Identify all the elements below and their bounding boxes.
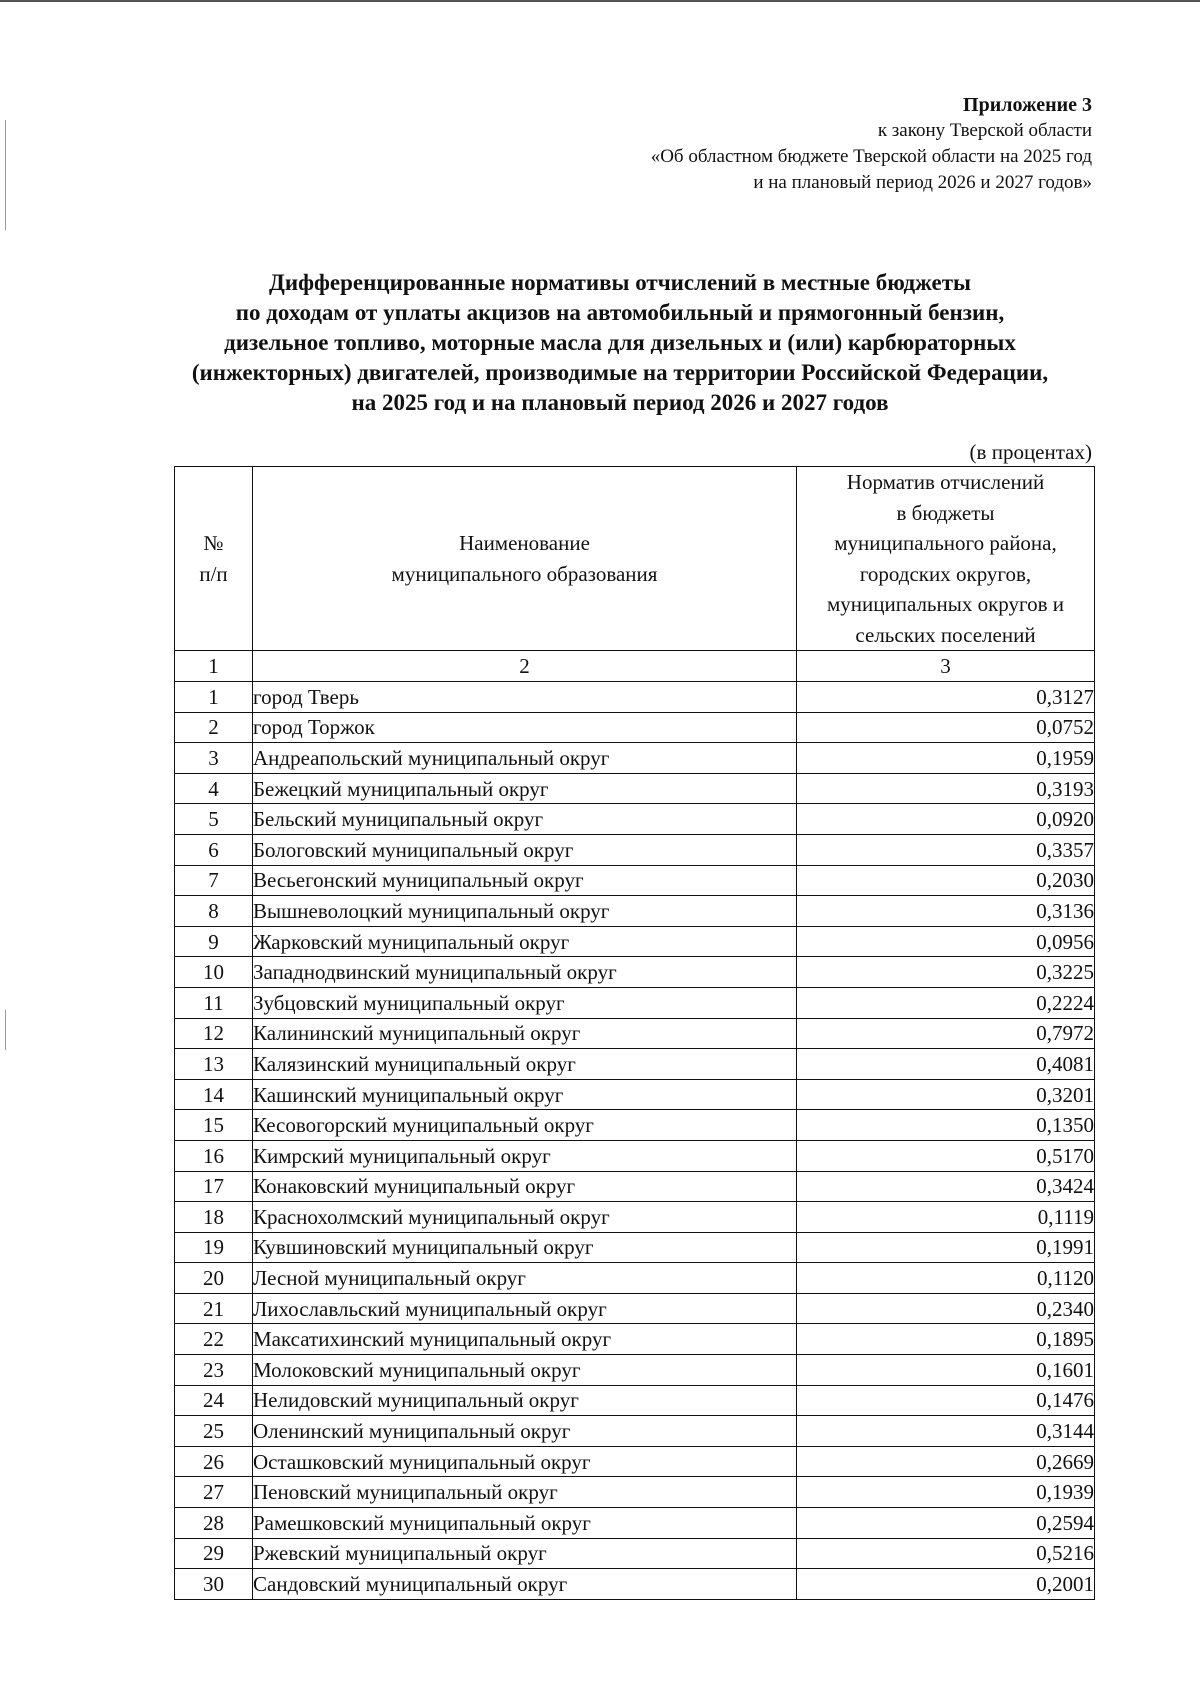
header-line: сельских поселений xyxy=(855,622,1036,647)
row-number: 13 xyxy=(175,1049,253,1080)
norm-value: 0,5216 xyxy=(797,1538,1095,1569)
norm-value: 0,1991 xyxy=(797,1232,1095,1263)
table-row xyxy=(175,1171,1095,1202)
column-number: 3 xyxy=(797,651,1095,682)
norm-value: 0,2224 xyxy=(797,987,1095,1018)
municipality-name: Андреапольский муниципальный округ xyxy=(253,743,797,774)
municipality-name: город Тверь xyxy=(253,682,797,713)
municipality-name: Кашинский муниципальный округ xyxy=(253,1079,797,1110)
table-row xyxy=(175,1538,1095,1569)
norm-value: 0,1119 xyxy=(797,1202,1095,1233)
header-line: в бюджеты xyxy=(896,500,995,525)
municipality-name: город Торжок xyxy=(253,712,797,743)
table-row xyxy=(175,682,1095,713)
row-number: 5 xyxy=(175,804,253,835)
table-row xyxy=(175,1293,1095,1324)
row-number: 11 xyxy=(175,987,253,1018)
header-num xyxy=(175,467,253,651)
table-row xyxy=(175,1416,1095,1447)
municipality-name: Кесовогорский муниципальный округ xyxy=(253,1110,797,1141)
norm-value: 0,1895 xyxy=(797,1324,1095,1355)
table-row xyxy=(175,987,1095,1018)
row-number: 27 xyxy=(175,1477,253,1508)
municipality-name: Пеновский муниципальный округ xyxy=(253,1477,797,1508)
municipality-name: Молоковский муниципальный округ xyxy=(253,1355,797,1386)
appendix-line: «Об областном бюджете Тверской области на 2025 год xyxy=(650,146,1092,167)
table-row xyxy=(175,804,1095,835)
table-row xyxy=(175,1324,1095,1355)
municipality-name: Ржевский муниципальный округ xyxy=(253,1538,797,1569)
table-row xyxy=(175,1110,1095,1141)
title-line: (инжекторных) двигателей, производимые на территории Российской Федерации, xyxy=(191,360,1049,385)
title-line: Дифференцированные нормативы отчислений в местные бюджеты xyxy=(269,270,971,295)
table-row xyxy=(175,1202,1095,1233)
municipality-name: Кимрский муниципальный округ xyxy=(253,1140,797,1171)
norm-value: 0,2340 xyxy=(797,1293,1095,1324)
table-row xyxy=(175,1232,1095,1263)
municipality-name: Калязинский муниципальный округ xyxy=(253,1049,797,1080)
table-row xyxy=(175,896,1095,927)
header-line: муниципального района, xyxy=(834,531,1057,555)
table-row xyxy=(175,834,1095,865)
row-number: 6 xyxy=(175,834,253,865)
municipality-name: Бельский муниципальный округ xyxy=(253,804,797,835)
norm-value: 0,4081 xyxy=(797,1049,1095,1080)
header-line: п/п xyxy=(199,561,228,586)
row-number: 12 xyxy=(175,1018,253,1049)
table-row xyxy=(175,1385,1095,1416)
scan-left-mark xyxy=(5,120,6,230)
row-number: 23 xyxy=(175,1355,253,1386)
units-caption: (в процентах) xyxy=(969,440,1092,464)
norm-value: 0,0956 xyxy=(797,926,1095,957)
municipality-name: Весьегонский муниципальный округ xyxy=(253,865,797,896)
row-number: 30 xyxy=(175,1569,253,1600)
header-line: городских округов, xyxy=(859,561,1032,586)
norm-value: 0,1350 xyxy=(797,1110,1095,1141)
norm-value: 0,3424 xyxy=(797,1171,1095,1202)
row-number: 16 xyxy=(175,1140,253,1171)
column-number: 1 xyxy=(175,651,253,682)
row-number: 19 xyxy=(175,1232,253,1263)
norm-value: 0,2594 xyxy=(797,1508,1095,1539)
table-row xyxy=(175,1355,1095,1386)
table-row xyxy=(175,743,1095,774)
appendix-title: Приложение 3 xyxy=(963,94,1092,116)
municipality-name: Сандовский муниципальный округ xyxy=(253,1569,797,1600)
column-number: 2 xyxy=(253,651,797,682)
norm-value: 0,3357 xyxy=(797,834,1095,865)
row-number: 20 xyxy=(175,1263,253,1294)
norm-value: 0,1120 xyxy=(797,1263,1095,1294)
norm-value: 0,2669 xyxy=(797,1446,1095,1477)
norm-value: 0,2001 xyxy=(797,1569,1095,1600)
title-line: на 2025 год и на плановый период 2026 и 2027 годов xyxy=(351,390,889,415)
municipality-name: Кувшиновский муниципальный округ xyxy=(253,1232,797,1263)
norm-value: 0,1476 xyxy=(797,1385,1095,1416)
row-number: 17 xyxy=(175,1171,253,1202)
norm-value: 0,1601 xyxy=(797,1355,1095,1386)
header-line: муниципальных округов и xyxy=(826,592,1065,616)
table-row xyxy=(175,1569,1095,1600)
norm-value: 0,3201 xyxy=(797,1079,1095,1110)
row-number: 14 xyxy=(175,1079,253,1110)
appendix-line: к закону Тверской области xyxy=(877,120,1092,141)
norm-value: 0,0752 xyxy=(797,712,1095,743)
row-number: 28 xyxy=(175,1508,253,1539)
row-number: 8 xyxy=(175,896,253,927)
municipality-name: Лесной муниципальный округ xyxy=(253,1263,797,1294)
municipality-name: Конаковский муниципальный округ xyxy=(253,1171,797,1202)
document-title xyxy=(150,268,1090,418)
scan-top-edge xyxy=(0,0,1200,2)
norm-value: 0,3136 xyxy=(797,896,1095,927)
norm-value: 0,7972 xyxy=(797,1018,1095,1049)
norm-value: 0,1959 xyxy=(797,743,1095,774)
municipality-name: Лихославльский муниципальный округ xyxy=(253,1293,797,1324)
header-line: Наименование xyxy=(459,531,590,555)
row-number: 3 xyxy=(175,743,253,774)
scan-left-mark xyxy=(5,1010,6,1050)
row-number: 25 xyxy=(175,1416,253,1447)
row-number: 4 xyxy=(175,773,253,804)
municipality-name: Калининский муниципальный округ xyxy=(253,1018,797,1049)
municipality-name: Западнодвинский муниципальный округ xyxy=(253,957,797,988)
header-line: муниципального образования xyxy=(391,561,658,586)
header-norm xyxy=(797,467,1095,651)
table-row xyxy=(175,1263,1095,1294)
norm-value: 0,1939 xyxy=(797,1477,1095,1508)
title-line: по доходам от уплаты акцизов на автомобильный и прямогонный бензин, xyxy=(235,300,1005,325)
norms-table xyxy=(174,466,1095,1600)
row-number: 10 xyxy=(175,957,253,988)
norm-value: 0,3225 xyxy=(797,957,1095,988)
table-row xyxy=(175,1477,1095,1508)
norm-value: 0,5170 xyxy=(797,1140,1095,1171)
header-line: № xyxy=(203,531,224,555)
row-number: 22 xyxy=(175,1324,253,1355)
municipality-name: Жарковский муниципальный округ xyxy=(253,926,797,957)
column-number-row xyxy=(175,651,1095,682)
municipality-name: Рамешковский муниципальный округ xyxy=(253,1508,797,1539)
table-row xyxy=(175,865,1095,896)
table-row xyxy=(175,1446,1095,1477)
municipality-name: Осташковский муниципальный округ xyxy=(253,1446,797,1477)
municipality-name: Максатихинский муниципальный округ xyxy=(253,1324,797,1355)
table-row xyxy=(175,1508,1095,1539)
row-number: 9 xyxy=(175,926,253,957)
title-line: дизельное топливо, моторные масла для дизельных и (или) карбюраторных xyxy=(224,330,1016,355)
header-name xyxy=(253,467,797,651)
norm-value: 0,0920 xyxy=(797,804,1095,835)
appendix-line: и на плановый период 2026 и 2027 годов» xyxy=(753,172,1092,193)
norm-value: 0,3144 xyxy=(797,1416,1095,1447)
table-row xyxy=(175,712,1095,743)
table-row xyxy=(175,926,1095,957)
row-number: 29 xyxy=(175,1538,253,1569)
table-row xyxy=(175,1079,1095,1110)
row-number: 7 xyxy=(175,865,253,896)
table-row xyxy=(175,1140,1095,1171)
header-line: Норматив отчислений xyxy=(846,470,1045,494)
municipality-name: Вышневолоцкий муниципальный округ xyxy=(253,896,797,927)
row-number: 24 xyxy=(175,1385,253,1416)
norm-value: 0,3193 xyxy=(797,773,1095,804)
table-header-row xyxy=(175,467,1095,651)
table-row xyxy=(175,1049,1095,1080)
row-number: 21 xyxy=(175,1293,253,1324)
row-number: 18 xyxy=(175,1202,253,1233)
table-row xyxy=(175,957,1095,988)
row-number: 1 xyxy=(175,682,253,713)
row-number: 26 xyxy=(175,1446,253,1477)
row-number: 15 xyxy=(175,1110,253,1141)
municipality-name: Зубцовский муниципальный округ xyxy=(253,987,797,1018)
table-row xyxy=(175,773,1095,804)
municipality-name: Нелидовский муниципальный округ xyxy=(253,1385,797,1416)
table-row xyxy=(175,1018,1095,1049)
norm-value: 0,3127 xyxy=(797,682,1095,713)
municipality-name: Оленинский муниципальный округ xyxy=(253,1416,797,1447)
municipality-name: Бежецкий муниципальный округ xyxy=(253,773,797,804)
row-number: 2 xyxy=(175,712,253,743)
municipality-name: Бологовский муниципальный округ xyxy=(253,834,797,865)
municipality-name: Краснохолмский муниципальный округ xyxy=(253,1202,797,1233)
appendix-header xyxy=(651,92,1092,196)
norm-value: 0,2030 xyxy=(797,865,1095,896)
